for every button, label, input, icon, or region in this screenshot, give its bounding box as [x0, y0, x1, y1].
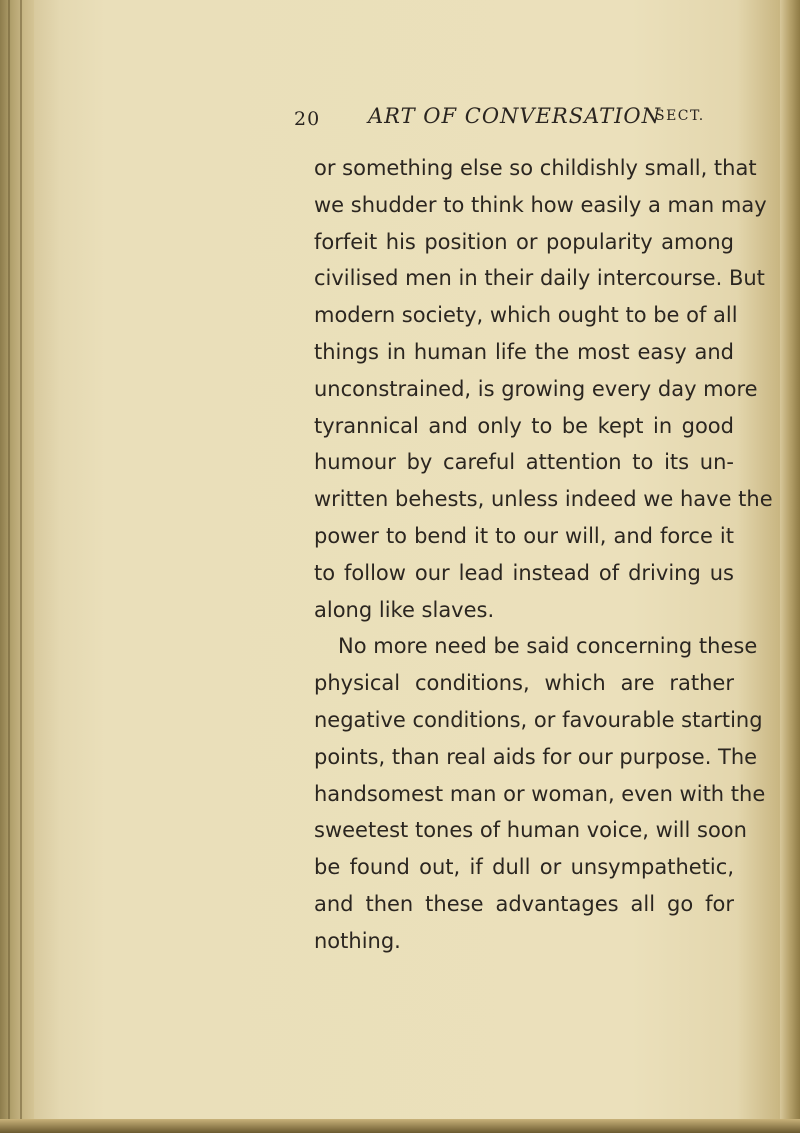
text-line: or something else so childishly small, that — [314, 156, 757, 180]
text-line: handsomest man or woman, even with the — [314, 781, 766, 806]
text-line: forfeit his position or popularity among — [314, 229, 734, 254]
page-fore-edge — [780, 0, 800, 1133]
text-line: to follow our lead instead of driving us — [314, 560, 734, 585]
text-line: negative conditions, or favourable starting — [314, 707, 763, 732]
text-line: modern society, which ought to be of all — [314, 303, 738, 328]
spine-line — [8, 0, 10, 1133]
text-line: sweetest tones of human voice, will soon — [314, 818, 747, 843]
section-label: SECT. — [655, 108, 705, 124]
page-bottom-edge — [0, 1119, 800, 1133]
book-spine — [0, 0, 34, 1133]
text-line: No more need be said concerning these — [338, 634, 758, 659]
text-line: tyrannical and only to be kept in good — [314, 413, 734, 438]
page-number: 20 — [294, 108, 321, 130]
text-line: and then these advantages all go for — [314, 891, 734, 916]
text-line: points, than real aids for our purpose. The — [314, 744, 758, 769]
text-line: written behests, unless indeed we have the — [314, 487, 773, 512]
text-line: civilised men in their daily intercourse. But — [314, 266, 765, 291]
text-line: nothing. — [314, 928, 401, 953]
text-line: humour by careful attention to its un- — [314, 450, 734, 475]
text-line: we shudder to think how easily a man may — [314, 192, 767, 217]
body-text — [314, 150, 773, 960]
text-line: be found out, if dull or unsympathetic, — [314, 855, 734, 880]
text-line: along like slaves. — [314, 597, 495, 622]
text-line: power to bend it to our will, and force it — [314, 523, 734, 548]
running-header — [0, 104, 800, 144]
spine-line — [20, 0, 22, 1133]
text-line: things in human life the most easy and — [314, 339, 734, 364]
text-line: unconstrained, is growing every day more — [314, 376, 758, 401]
text-line: physical conditions, which are rather — [314, 671, 734, 696]
running-title: ART OF CONVERSATION — [368, 104, 662, 128]
